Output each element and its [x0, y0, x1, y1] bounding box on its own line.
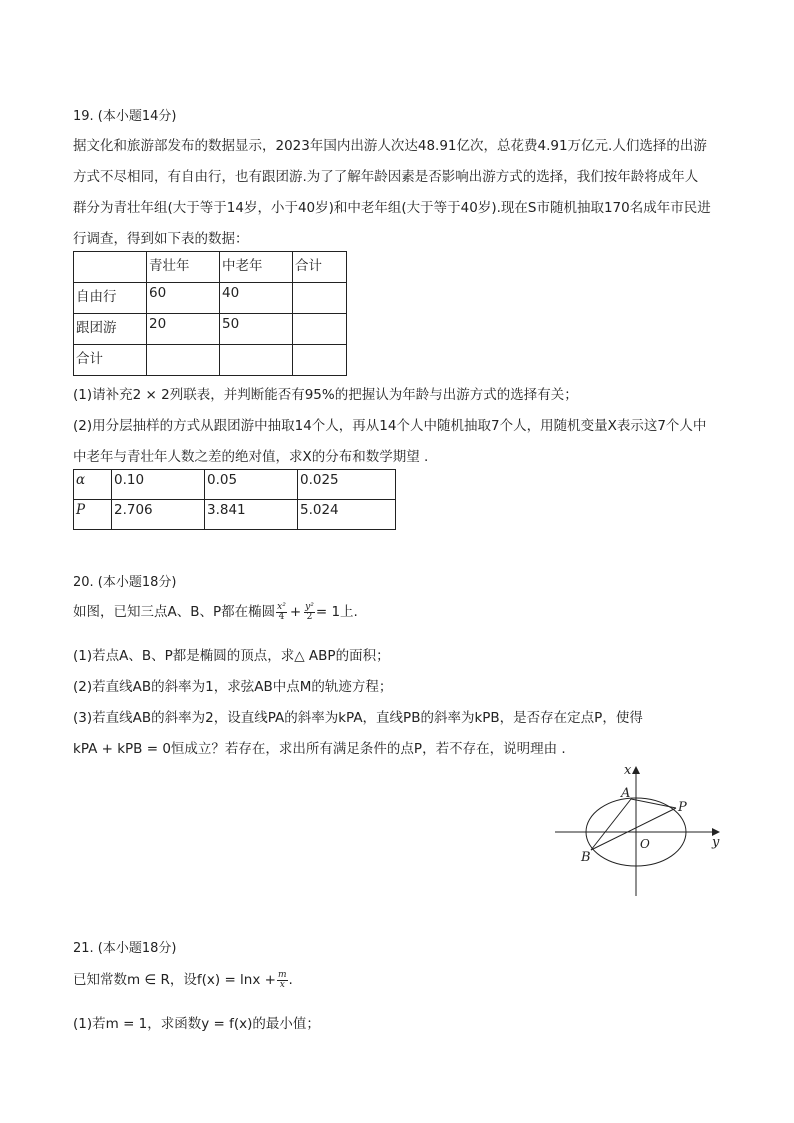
table-cell: 0.025 [298, 470, 396, 500]
q19-part2-line1: (2)用分层抽样的方式从跟团游中抽取14个人，再从14个人中随机抽取7个人，用随机变量X表示这7个人中 [73, 418, 707, 434]
origin-label: O [640, 837, 650, 851]
q20-part2: (2)若直线AB的斜率为1，求弦AB中点M的轨迹方程； [73, 679, 393, 695]
q19-part1: (1)请补充2 × 2列联表，并判断能否有95%的把握认为年龄与出游方式的选择有关； [73, 387, 578, 403]
table-cell: α [74, 470, 112, 500]
table-cell: 20 [147, 314, 220, 345]
table-cell [293, 345, 347, 376]
table-cell: 合计 [293, 252, 347, 283]
q19-line-2: 方式不尽相同，有自由行，也有跟团游.为了了解年龄因素是否影响出游方式的选择，我们按年龄将成年人 [73, 169, 699, 185]
q21-intro [73, 968, 293, 990]
q21-intro-prefix: 已知常数m ∈ R，设f(x) = lnx + [73, 972, 276, 988]
critical-value-table [73, 469, 396, 530]
table-header-row [74, 252, 347, 283]
segment-ab [591, 799, 631, 850]
point-label-p: P [678, 800, 687, 815]
table-row [74, 314, 347, 345]
q21-part1: (1)若m = 1，求函数y = f(x)的最小值； [73, 1016, 320, 1032]
q20-part1: (1)若点A、B、P都是椭圆的顶点，求△ ABP的面积； [73, 648, 390, 664]
table-cell: 50 [220, 314, 293, 345]
table-cell [147, 345, 220, 376]
table-cell: 0.10 [112, 470, 205, 500]
table-cell: 40 [220, 283, 293, 314]
q20-part3-line2: kPA + kPB = 0恒成立？若存在，求出所有满足条件的点P，若不存在，说明理由 . [73, 741, 566, 757]
q19-heading: 19. (本小题14分) [73, 109, 177, 124]
q20-heading: 20. (本小题18分) [73, 575, 177, 590]
table-cell [293, 314, 347, 345]
table-row [74, 500, 396, 530]
table-cell: 0.05 [205, 470, 298, 500]
q19-line-4: 行调查，得到如下表的数据： [73, 231, 249, 247]
fraction-denominator: 2 [306, 611, 313, 622]
table-row [74, 470, 396, 500]
q19-line-1: 据文化和旅游部发布的数据显示，2023年国内出游人次达48.91亿次，总花费4.91万亿元.人们选择的出游 [73, 138, 707, 154]
q21-intro-suffix: . [288, 972, 293, 988]
table-cell: 合计 [74, 345, 147, 376]
q20-part3-line1: (3)若直线AB的斜率为2，设直线PA的斜率为kPA，直线PB的斜率为kPB，是否存在定点P，使得 [73, 710, 643, 726]
point-label-b: B [581, 850, 591, 865]
fraction-y2-over-2 [304, 603, 315, 622]
fraction-denominator: 4 [278, 611, 285, 622]
table-cell: 跟团游 [74, 314, 147, 345]
ellipse-figure [550, 760, 730, 900]
q19-part2-line2: 中老年与青壮年人数之差的绝对值，求X的分布和数学期望 . [73, 449, 429, 465]
table-cell [220, 345, 293, 376]
table-cell: 自由行 [74, 283, 147, 314]
table-row [74, 283, 347, 314]
plus-sign: + [289, 604, 302, 620]
q21-heading: 21. (本小题18分) [73, 941, 177, 956]
table-cell: 青壮年 [147, 252, 220, 283]
fraction-denominator: x [279, 979, 285, 990]
table-cell: 60 [147, 283, 220, 314]
table-cell: P [74, 500, 112, 530]
point-label-a: A [621, 786, 631, 801]
fraction-x2-over-4 [276, 603, 287, 622]
table-cell [74, 252, 147, 283]
table-cell: 2.706 [112, 500, 205, 530]
axis-label-y: y [712, 835, 720, 850]
fraction-numerator: x² [277, 601, 286, 612]
q20-intro-prefix: 如图，已知三点A、B、P都在椭圆 [73, 604, 276, 620]
table-cell [293, 283, 347, 314]
fraction-numerator: y² [305, 601, 314, 612]
q20-intro [73, 600, 358, 622]
fraction-m-over-x [277, 971, 288, 990]
table-cell: 3.841 [205, 500, 298, 530]
table-cell: 中老年 [220, 252, 293, 283]
fraction-numerator: m [277, 969, 287, 980]
table-row [74, 345, 347, 376]
contingency-table [73, 251, 347, 376]
q20-intro-suffix: = 1上. [315, 604, 358, 620]
segment-bp [591, 808, 676, 850]
table-cell: 5.024 [298, 500, 396, 530]
axis-label-x: x [624, 763, 632, 778]
q19-line-3: 群分为青壮年组(大于等于14岁，小于40岁)和中老年组(大于等于40岁).现在S市随机抽取170名成年市民进 [73, 200, 711, 216]
